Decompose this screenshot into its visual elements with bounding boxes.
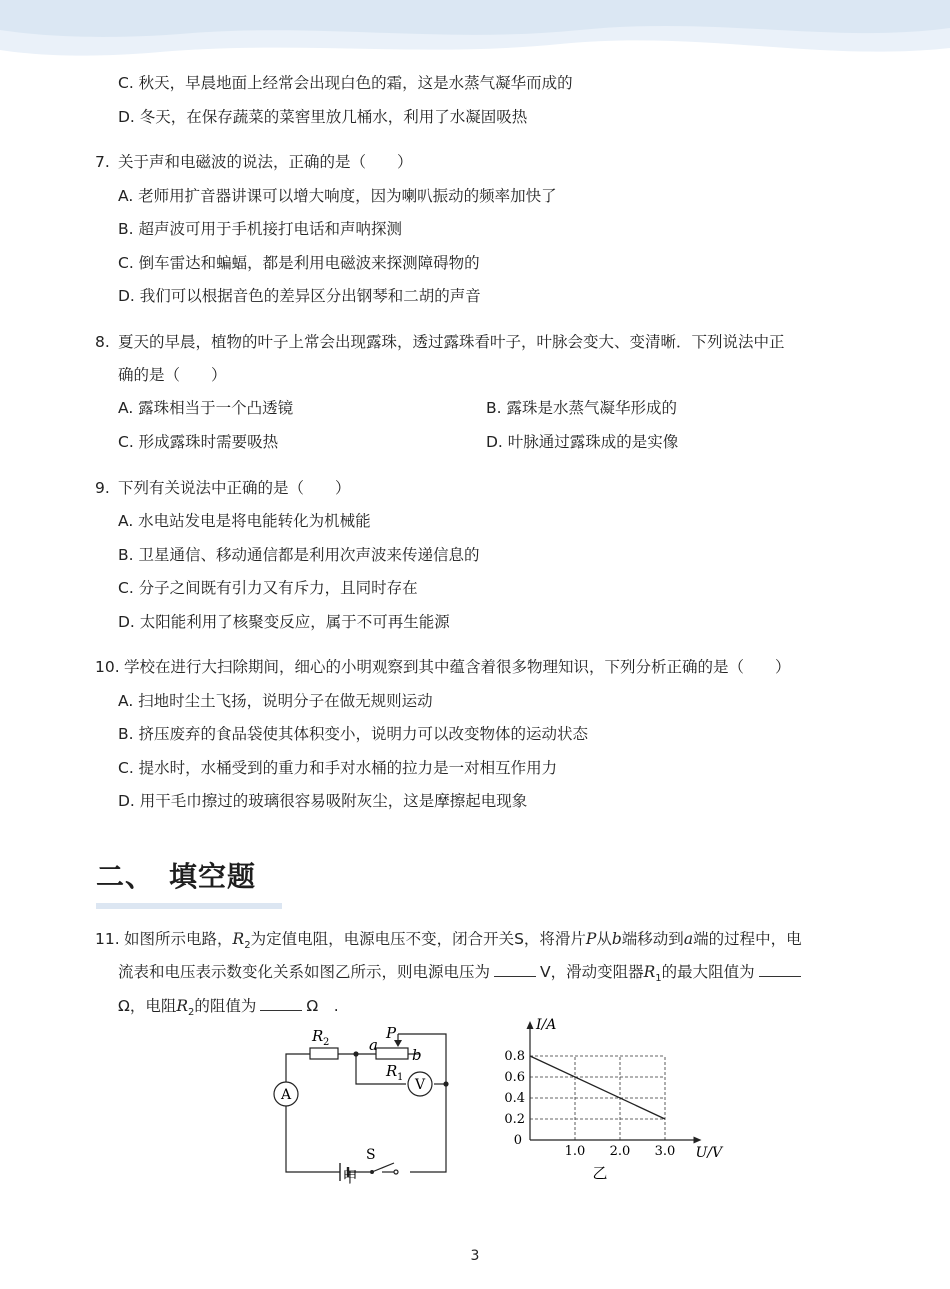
q9-option-c: C. 分子之间既有引力又有斥力，且同时存在	[118, 579, 418, 597]
r2-label: R	[312, 1027, 324, 1045]
q10-stem: 学校在进行大扫除期间，细心的小明观察到其中蕴含着很多物理知识，下列分析正确的是（ ）	[124, 658, 791, 676]
q7-option-d: D. 我们可以根据音色的差异区分出钢琴和二胡的声音	[118, 287, 481, 305]
origin-label: 0	[513, 1133, 522, 1148]
resistor-r2	[310, 1048, 338, 1059]
q10-number: 10.	[95, 658, 120, 676]
q8-stem-line1: 夏天的早晨，植物的叶子上常会出现露珠，透过露珠看叶子，叶脉会变大、变清晰．下列说法中正	[118, 333, 785, 351]
r2-subscript: 2	[323, 1037, 330, 1048]
section-underline-bar	[96, 903, 282, 909]
end-b-label: b	[412, 1046, 422, 1064]
y-tick-label: 0.6	[504, 1070, 525, 1085]
section-heading-fill-in: 二、 填空题	[96, 860, 257, 893]
q7-option-a: A. 老师用扩音器讲课可以增大响度，因为喇叭振动的频率加快了	[118, 187, 557, 205]
answer-blank-r1-max[interactable]	[759, 962, 801, 977]
q9-option-b: B. 卫星通信、移动通信都是利用次声波来传递信息的	[118, 546, 480, 564]
voltmeter-label: V	[414, 1077, 426, 1093]
q8-option-a: A. 露珠相当于一个凸透镜	[118, 399, 294, 417]
x-axis-label: U/V	[695, 1145, 723, 1161]
series-line	[530, 1056, 665, 1119]
r1-subscript: 1	[397, 1072, 404, 1083]
x-axis-arrow	[694, 1137, 702, 1144]
q10-option-d: D. 用干毛巾擦过的玻璃很容易吸附灰尘，这是摩擦起电现象	[118, 792, 528, 810]
q11-number: 11.	[95, 930, 120, 948]
q7-option-c: C. 倒车雷达和蝙蝠，都是利用电磁波来探测障碍物的	[118, 254, 480, 272]
q9-option-a: A. 水电站发电是将电能转化为机械能	[118, 512, 371, 530]
q8-option-d: D. 叶脉通过露珠成的是实像	[486, 433, 679, 451]
q10-option-c: C. 提水时，水桶受到的重力和手对水桶的拉力是一对相互作用力	[118, 759, 558, 777]
q9-option-d: D. 太阳能利用了核聚变反应，属于不可再生能源	[118, 613, 450, 631]
y-tick-label: 0.2	[504, 1112, 525, 1127]
graph-axes	[527, 1021, 702, 1144]
q9-number: 9.	[95, 479, 110, 497]
y-tick-label: 0.8	[504, 1049, 525, 1064]
q6-option-c: C. 秋天，早晨地面上经常会出现白色的霜，这是水蒸气凝华而成的	[118, 74, 573, 92]
q10-option-a: A. 扫地时尘土飞扬，说明分子在做无规则运动	[118, 692, 433, 710]
ammeter-label: A	[280, 1087, 292, 1103]
q11-stem-line1: 如图所示电路，$R_2$为定值电阻，电源电压不变，闭合开关S，将滑片P从b端移动到a端的过程中，电	[124, 930, 802, 952]
x-tick-label: 1.0	[564, 1144, 586, 1159]
switch-label: S	[366, 1147, 376, 1163]
end-a-label: a	[369, 1036, 378, 1054]
q9-stem: 下列有关说法中正确的是（ ）	[118, 479, 351, 497]
q8-option-b: B. 露珠是水蒸气凝华形成的	[486, 399, 677, 417]
header-wave-decoration	[0, 0, 950, 70]
x-tick-label: 3.0	[654, 1144, 676, 1159]
x-tick-label: 2.0	[609, 1144, 631, 1159]
graph-series	[530, 1056, 665, 1119]
y-axis-label: I/A	[536, 1017, 557, 1033]
slider-p-label: P	[386, 1024, 397, 1042]
iu-graph	[494, 1017, 723, 1185]
graph-labels	[504, 1017, 724, 1182]
circuit-caption: 甲	[342, 1168, 358, 1186]
q6-option-d: D. 冬天，在保存蔬菜的菜窖里放几桶水，利用了水凝固吸热	[118, 108, 528, 126]
answer-blank-r2[interactable]	[260, 996, 302, 1011]
q8-number: 8.	[95, 333, 110, 351]
q11-stem-line3: Ω，电阻$R_2$的阻值为 Ω .	[118, 997, 339, 1019]
r1-label: R	[386, 1062, 398, 1080]
y-axis-arrow	[527, 1021, 534, 1029]
answer-blank-voltage[interactable]	[494, 962, 536, 977]
q7-number: 7.	[95, 153, 110, 171]
y-tick-label: 0.4	[504, 1091, 525, 1106]
q7-stem: 关于声和电磁波的说法，正确的是（ ）	[118, 153, 413, 171]
q8-option-c: C. 形成露珠时需要吸热	[118, 433, 279, 451]
q7-option-b: B. 超声波可用于手机接打电话和声呐探测	[118, 220, 402, 238]
q8-stem-line2: 确的是（ ）	[118, 366, 227, 384]
graph-caption: 乙	[592, 1164, 608, 1182]
page-number: 3	[470, 1248, 480, 1264]
q11-stem-line2: 流表和电压表示数变化关系如图乙所示，则电源电压为 V，滑动变阻器$R_1$的最大阻值为	[118, 962, 805, 989]
circuit-diagram	[262, 1020, 462, 1185]
graph-grid	[530, 1056, 665, 1140]
q10-option-b: B. 挤压废弃的食品袋使其体积变小，说明力可以改变物体的运动状态	[118, 725, 588, 743]
rheostat-r1	[376, 1048, 408, 1059]
